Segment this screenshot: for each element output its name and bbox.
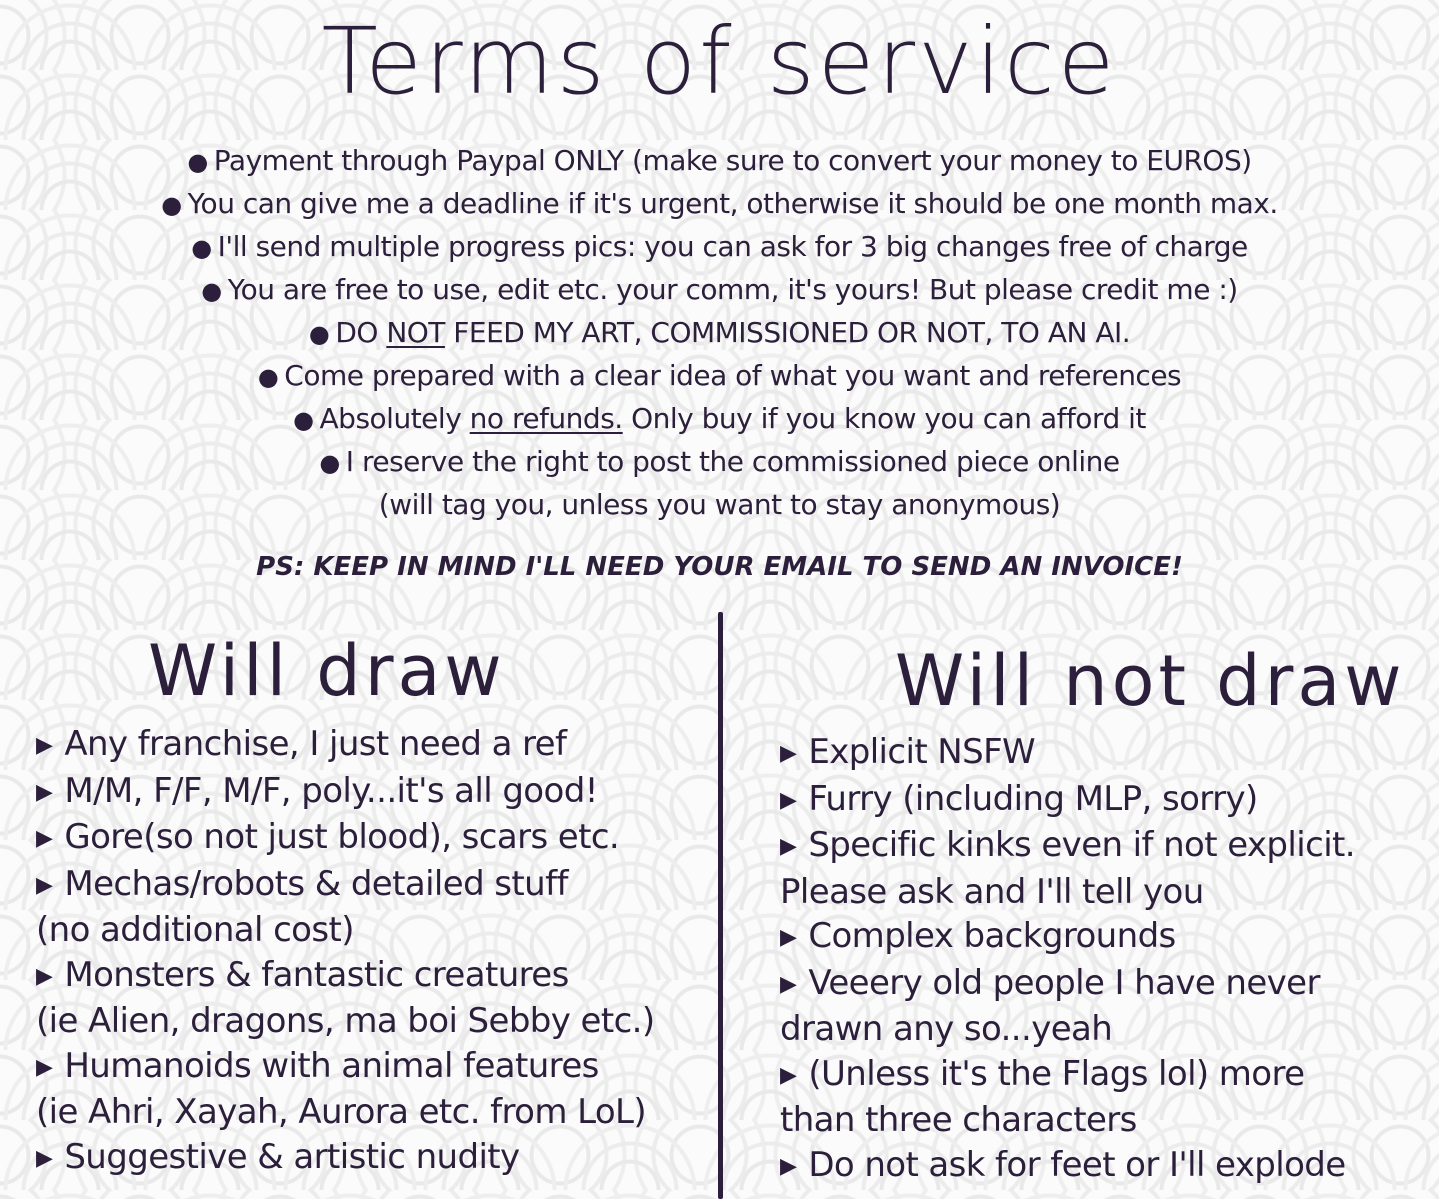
- bullet-dot-icon: ●: [187, 148, 208, 176]
- list-item: [36, 862, 706, 909]
- list-item: [780, 730, 1420, 777]
- list-item: [780, 777, 1420, 824]
- term-text: You can give me a deadline if it's urgent, otherwise it should be one month max.: [187, 187, 1278, 220]
- triangle-bullet-icon: ▶: [36, 872, 53, 898]
- list-item-text: (Unless it's the Flags lol) more: [808, 1053, 1305, 1094]
- triangle-bullet-icon: ▶: [36, 963, 53, 989]
- term-item: [0, 312, 1439, 355]
- term-text-post: Only buy if you know you can afford it: [622, 402, 1146, 435]
- triangle-bullet-icon: ▶: [780, 787, 797, 813]
- triangle-bullet-icon: ▶: [780, 741, 797, 766]
- list-item-text: Furry (including MLP, sorry): [808, 778, 1258, 819]
- list-item: [780, 1098, 1420, 1143]
- list-item-text: than three characters: [780, 1100, 1137, 1140]
- term-item: [0, 269, 1439, 312]
- list-item-text: Please ask and I'll tell you: [780, 871, 1204, 912]
- list-item: [780, 1052, 1420, 1099]
- term-text: Payment through Paypal ONLY (make sure to convert your money to EUROS): [213, 144, 1252, 177]
- list-item-text: drawn any so...yeah: [780, 1009, 1113, 1049]
- term-item: [0, 140, 1439, 183]
- terms-list: [0, 140, 1439, 525]
- list-item: [36, 999, 706, 1044]
- ps-note: PS: KEEP IN MIND I'LL NEED YOUR EMAIL TO SEND AN INVOICE!: [256, 552, 1183, 582]
- term-item: [0, 441, 1439, 484]
- triangle-bullet-icon: ▶: [36, 733, 53, 758]
- term-text-emphasis: no refunds.: [469, 402, 623, 435]
- list-item: [780, 823, 1420, 870]
- list-item: [36, 1044, 706, 1091]
- triangle-bullet-icon: ▶: [36, 1054, 53, 1080]
- triangle-bullet-icon: ▶: [36, 1145, 53, 1171]
- list-item: [36, 908, 706, 953]
- will-not-draw-title: Will not draw: [895, 640, 1406, 722]
- bullet-dot-icon: ●: [293, 406, 314, 434]
- triangle-bullet-icon: ▶: [780, 834, 797, 859]
- will-draw-list: [36, 722, 706, 1181]
- term-text-post: FEED MY ART, COMMISSIONED OR NOT, TO AN AI.: [444, 316, 1131, 349]
- list-item: [36, 722, 706, 769]
- list-item-text: Humanoids with animal features: [64, 1045, 599, 1086]
- list-item-text: Complex backgrounds: [808, 916, 1176, 956]
- list-item-text: (ie Alien, dragons, ma boi Sebby etc.): [36, 1001, 655, 1041]
- bullet-dot-icon: ●: [257, 363, 279, 391]
- term-text: (will tag you, unless you want to stay anonymous): [378, 488, 1061, 521]
- bullet-dot-icon: ●: [161, 191, 182, 219]
- list-item: [36, 815, 706, 862]
- term-text-pre: Absolutely: [319, 402, 470, 435]
- list-item: [36, 1090, 706, 1135]
- term-text: Come prepared with a clear idea of what you want and references: [284, 359, 1182, 392]
- list-item-text: Suggestive & artistic nudity: [64, 1136, 520, 1177]
- list-item-text: Mechas/robots & detailed stuff: [64, 863, 568, 904]
- page-title: Terms of service: [321, 8, 1118, 115]
- list-item-text: Any franchise, I just need a ref: [64, 724, 567, 764]
- triangle-bullet-icon: ▶: [780, 1153, 797, 1179]
- term-item: [0, 183, 1439, 226]
- bullet-dot-icon: ●: [319, 449, 340, 477]
- list-item: [780, 914, 1420, 961]
- list-item: [780, 961, 1420, 1008]
- bullet-dot-icon: ●: [191, 234, 212, 262]
- list-item: [36, 769, 706, 816]
- list-item-text: M/M, F/F, M/F, poly...it's all good!: [64, 770, 598, 811]
- list-item-text: Do not ask for feet or I'll explode: [808, 1144, 1346, 1185]
- list-item-text: (ie Ahri, Xayah, Aurora etc. from LoL): [36, 1092, 647, 1132]
- triangle-bullet-icon: ▶: [780, 925, 797, 950]
- list-item-text: Specific kinks even if not explicit.: [808, 825, 1355, 865]
- list-item: [780, 870, 1420, 915]
- term-item: [0, 398, 1439, 441]
- list-item-text: Veeery old people I have never: [808, 962, 1320, 1003]
- list-item: [36, 953, 706, 1000]
- term-text-emphasis: NOT: [386, 316, 445, 349]
- list-item-text: (no additional cost): [36, 910, 354, 950]
- term-text-pre: DO: [335, 316, 387, 349]
- term-text: I'll send multiple progress pics: you can ask for 3 big changes free of charge: [217, 230, 1248, 263]
- list-item-text: Explicit NSFW: [808, 732, 1036, 772]
- column-divider: [718, 612, 723, 1199]
- triangle-bullet-icon: ▶: [780, 1062, 797, 1088]
- list-item: [780, 1007, 1420, 1052]
- list-item: [780, 1143, 1420, 1190]
- will-not-draw-list: [780, 730, 1420, 1189]
- bullet-dot-icon: ●: [308, 320, 330, 348]
- term-item: [0, 355, 1439, 398]
- term-continuation: [0, 484, 1439, 525]
- term-item: [0, 226, 1439, 269]
- term-text: I reserve the right to post the commissioned piece online: [345, 445, 1120, 478]
- list-item-text: Gore(so not just blood), scars etc.: [64, 817, 620, 857]
- triangle-bullet-icon: ▶: [36, 826, 53, 851]
- triangle-bullet-icon: ▶: [780, 971, 797, 997]
- will-draw-title: Will draw: [148, 630, 506, 712]
- list-item-text: Monsters & fantastic creatures: [64, 954, 569, 995]
- term-text: You are free to use, edit etc. your comm, it's yours! But please credit me :): [227, 273, 1238, 306]
- list-item: [36, 1135, 706, 1182]
- bullet-dot-icon: ●: [201, 277, 222, 305]
- triangle-bullet-icon: ▶: [36, 779, 53, 805]
